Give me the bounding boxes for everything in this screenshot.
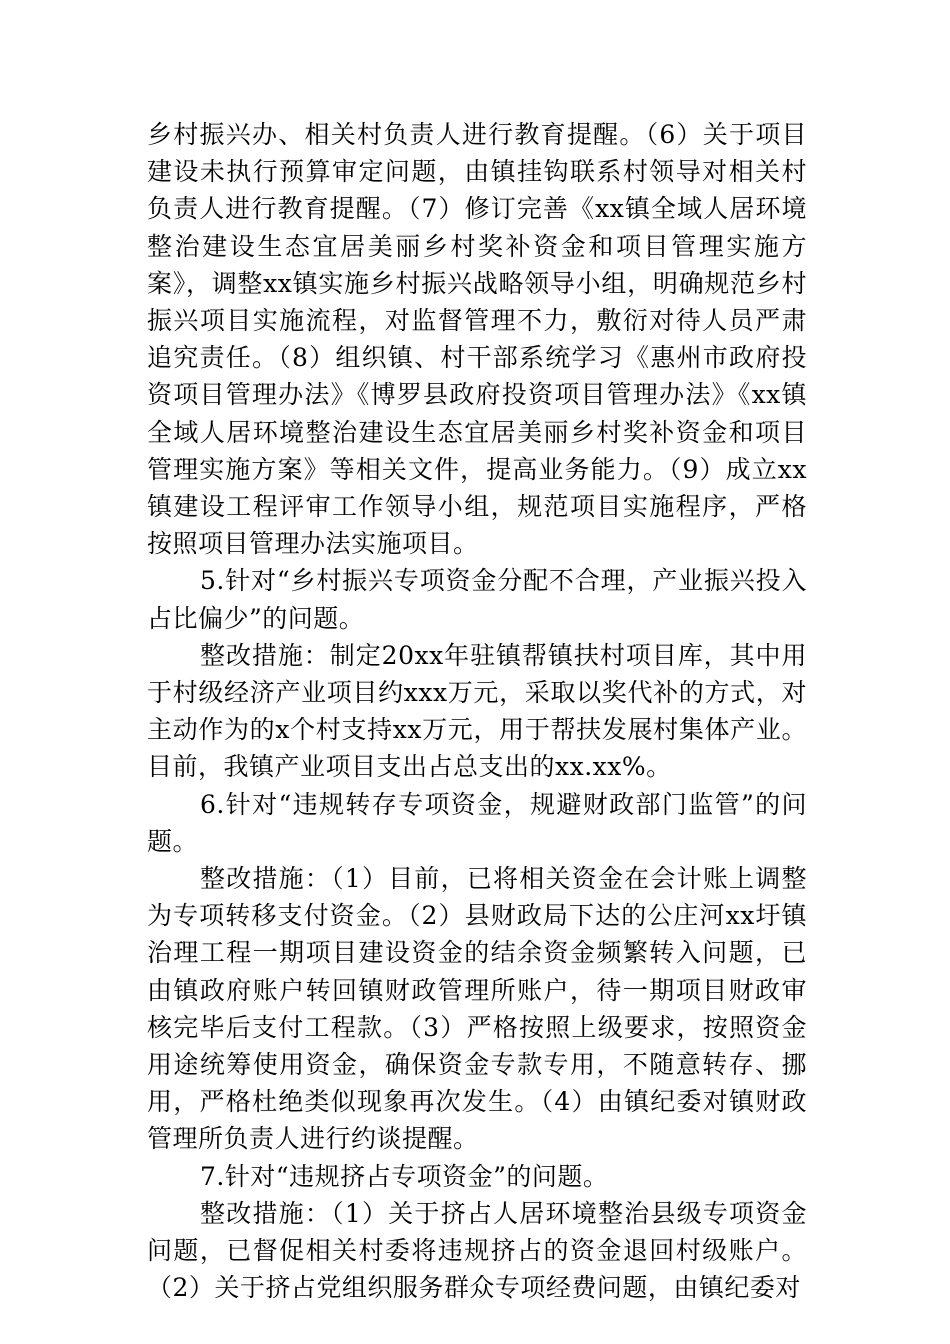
issue-heading: 6.针对“违规转存专项资金，规避财政部门监管”的问题。 <box>147 789 807 856</box>
body-paragraph: 乡村振兴办、相关村负责人进行教育提醒。（6）关于项目建设未执行预算审定问题，由镇挂钩联系村领导对相关村负责人进行教育提醒。（7）修订完善《xx镇全域人居环境整治建设生态宜居美丽乡村奖补资金和项目管理实施方案》，调整xx镇实施乡村振兴战略领导小组，明确规范乡村振兴项目实施流程，对监督管理不力，敷衍对待人员严肃追究责任。（8）组织镇、村干部系统学习《惠州市政府投资项目管理办法》《博罗县政府投资项目管理办法》《xx镇全域人居环境整治建设生态宜居美丽乡村奖补资金和项目管理实施方案》等相关文件，提高业务能力。（9）成立xx镇建设工程评审工作领导小组，规范项目实施程序，严格按照项目管理办法实施项目。 <box>147 120 807 559</box>
issue-heading: 5.针对“乡村振兴专项资金分配不合理，产业振兴投入占比偏少”的问题。 <box>147 566 807 633</box>
document-page <box>147 116 807 1307</box>
issue-heading: 7.针对“违规挤占专项资金”的问题。 <box>200 1161 609 1191</box>
rectification-paragraph: 整改措施：制定20xx年驻镇帮镇扶村项目库，其中用于村级经济产业项目约xxx万元，采取以奖代补的方式，对主动作为的x个村支持xx万元，用于帮扶发展村集体产业。目前，我镇产业项目支出占总支出的xx.xx%。 <box>147 640 807 782</box>
rectification-paragraph: 整改措施：（1）目前，已将相关资金在会计账上调整为专项转移支付资金。（2）县财政局下达的公庄河xx圩镇治理工程一期项目建设资金的结余资金频繁转入问题，已由镇政府账户转回镇财政管理所账户，待一期项目财政审核完毕后支付工程款。（3）严格按照上级要求，按照资金用途统筹使用资金，确保资金专款专用，不随意转存、挪用，严格杜绝类似现象再次发生。（4）由镇纪委对镇财政管理所负责人进行约谈提醒。 <box>147 864 807 1154</box>
rectification-paragraph: 整改措施：（1）关于挤占人居环境整治县级专项资金问题，已督促相关村委将违规挤占的资金退回村级账户。（2）关于挤占党组织服务群众专项经费问题，由镇纪委对 <box>147 1198 807 1303</box>
